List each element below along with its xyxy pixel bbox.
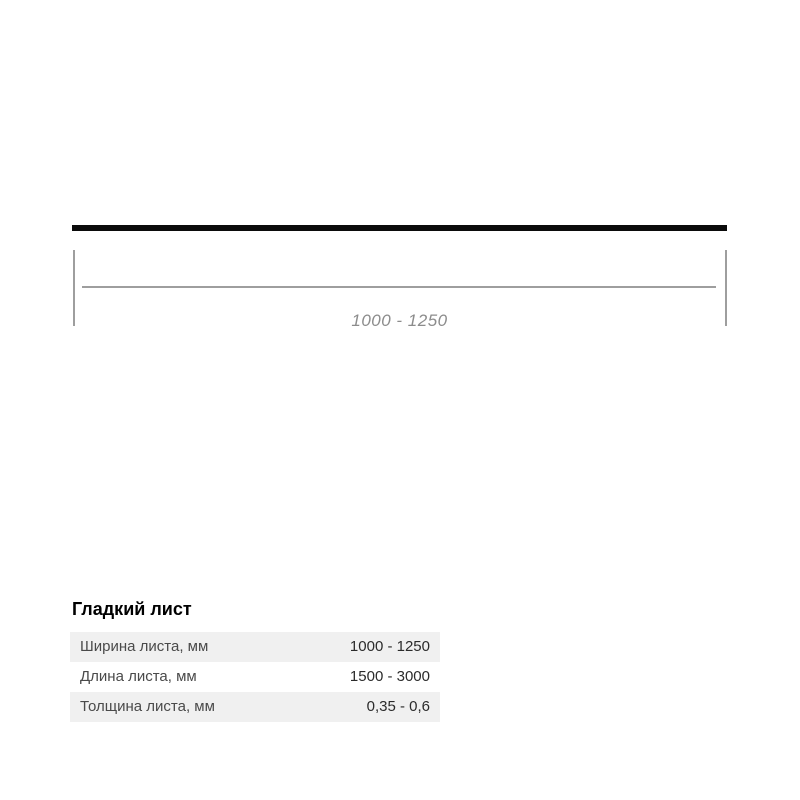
specifications-section [70, 599, 440, 722]
spec-value: 1500 - 3000 [349, 668, 430, 685]
table-row-length [70, 662, 440, 692]
sheet-profile-line [72, 225, 727, 231]
spec-label: Длина листа, мм [80, 668, 197, 685]
dimension-width-label: 1000 - 1250 [351, 311, 448, 330]
table-row-thickness [70, 692, 440, 722]
spec-table [70, 632, 440, 722]
section-title: Гладкий лист [72, 599, 192, 619]
spec-value: 1000 - 1250 [349, 638, 430, 655]
spec-label: Ширина листа, мм [80, 638, 209, 655]
dimension-line [82, 286, 716, 288]
spec-value: 0,35 - 0,6 [366, 698, 430, 715]
table-row-width [70, 632, 440, 662]
spec-label: Толщина листа, мм [80, 698, 215, 715]
